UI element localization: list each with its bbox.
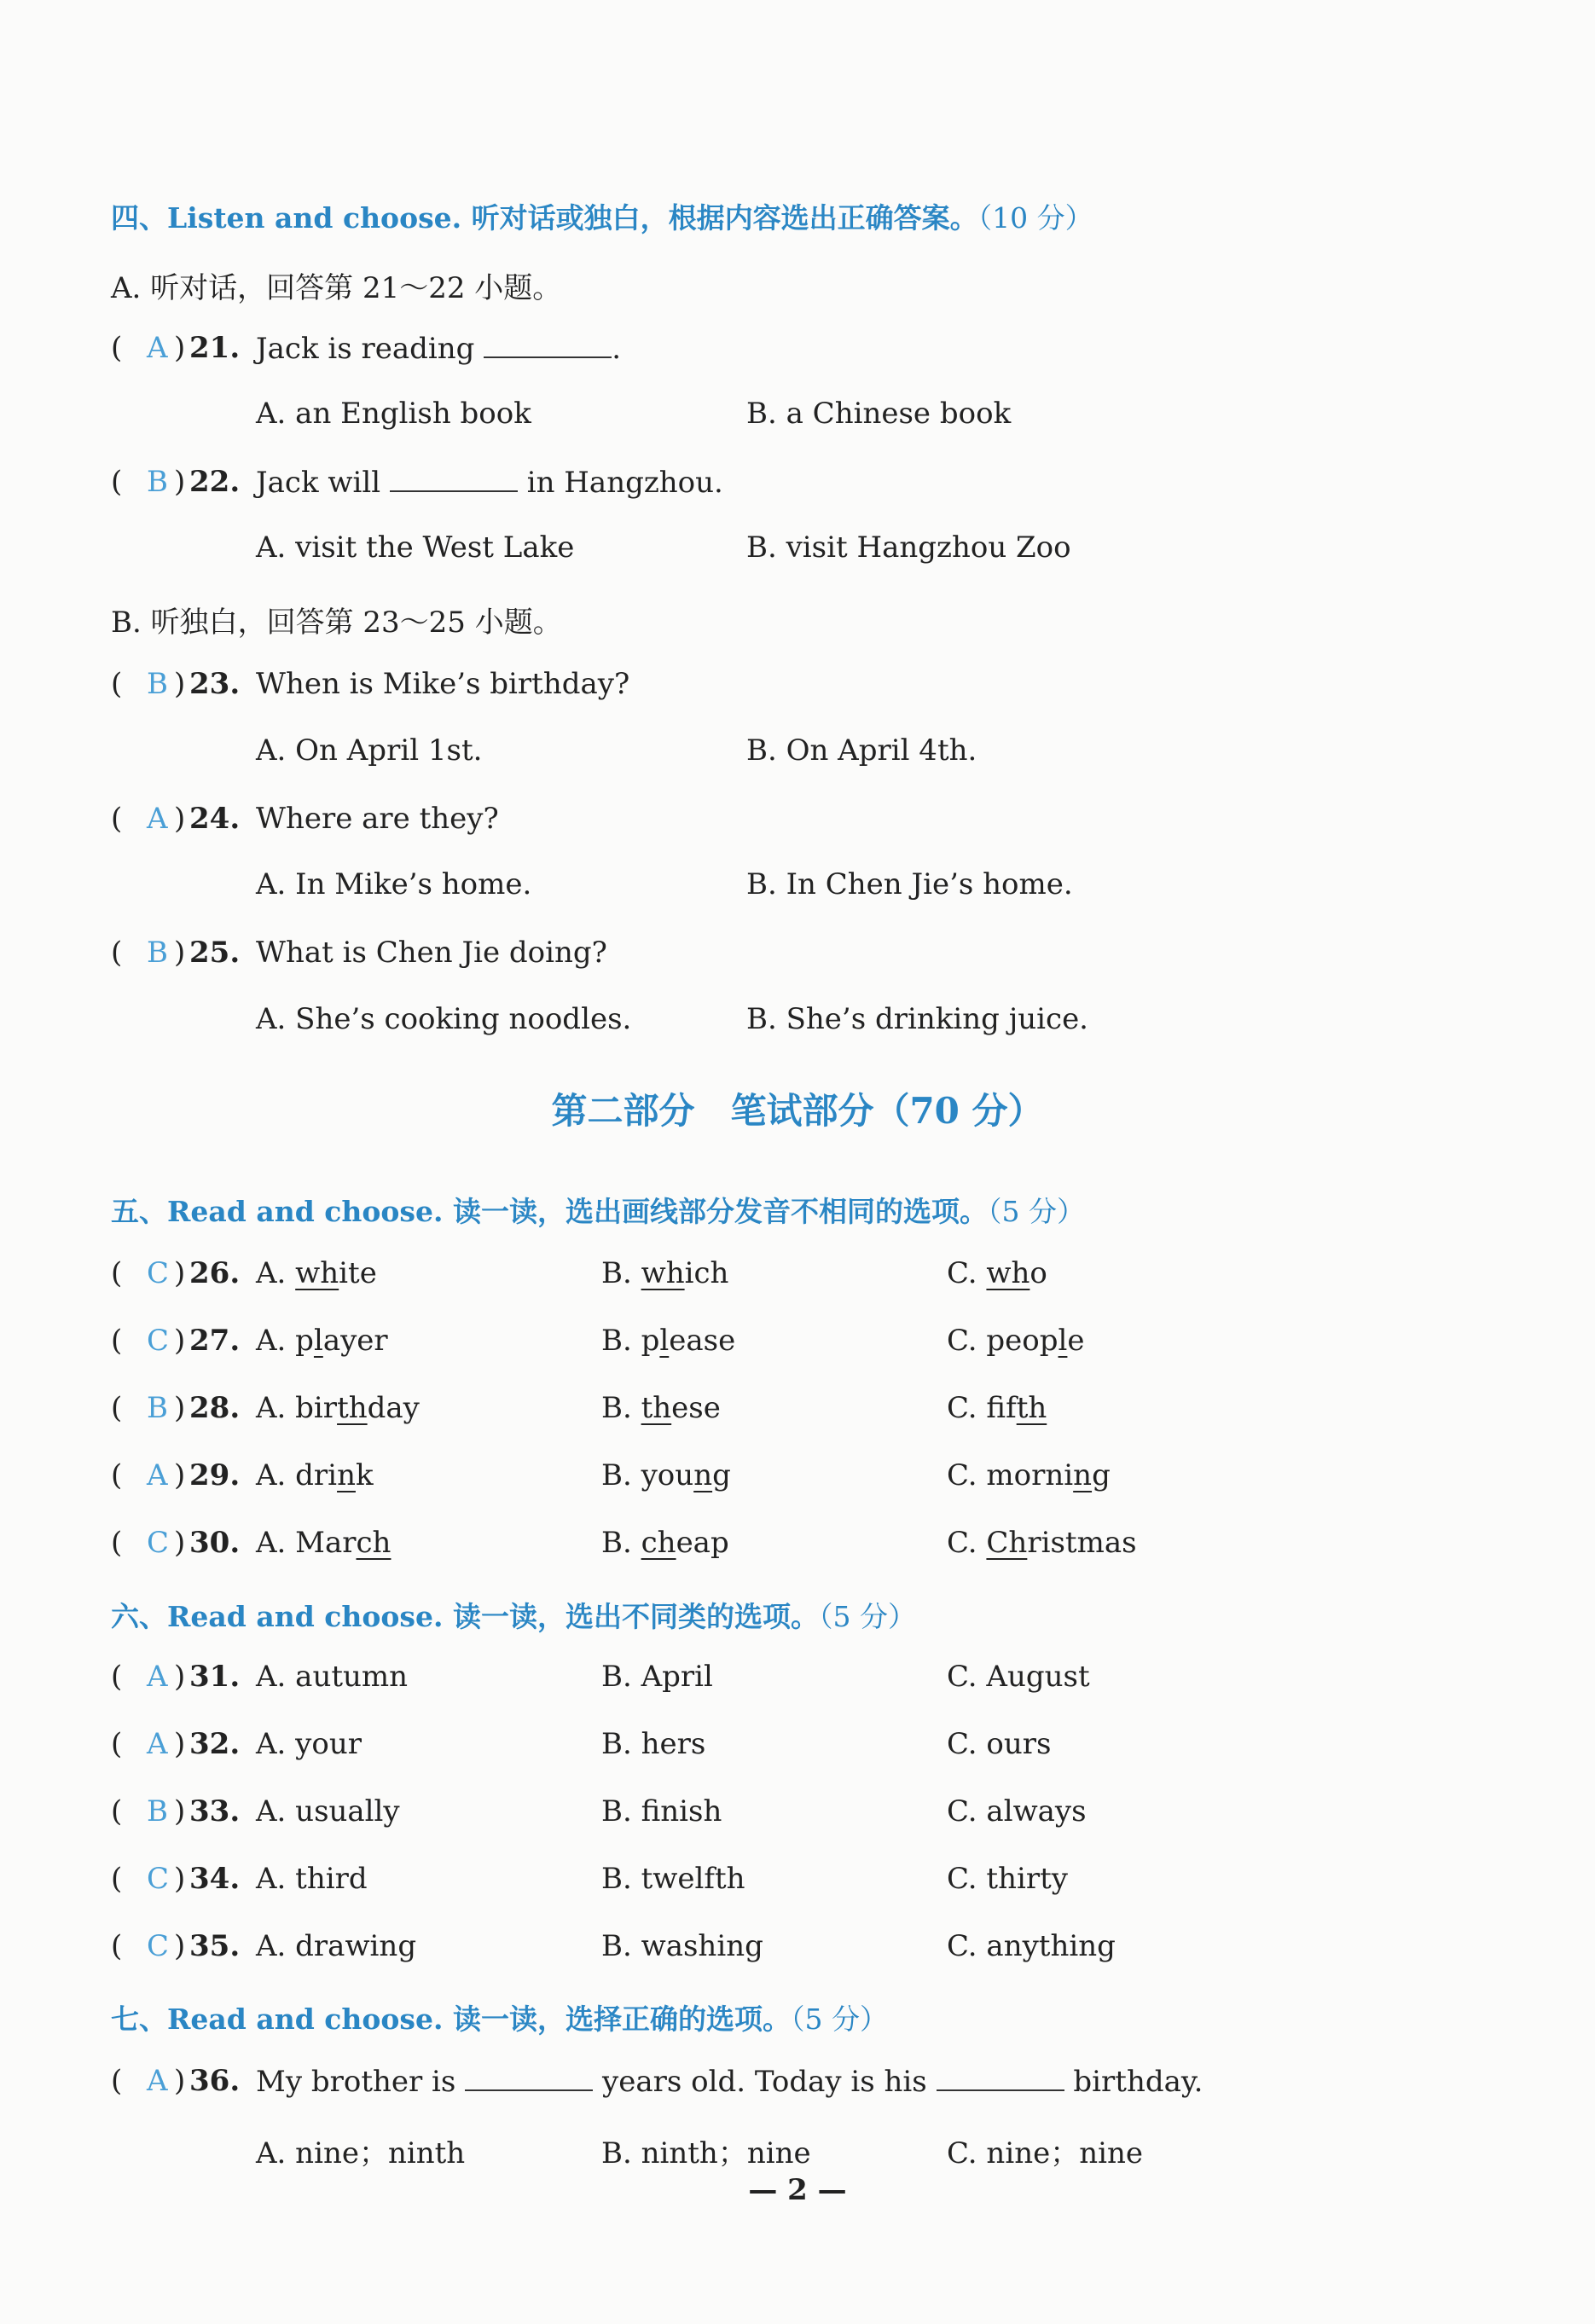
underlined-letters: n [693,1458,713,1492]
question-number: 27. [189,1324,241,1358]
underlined-letters: th [1016,1391,1047,1425]
question-number: 33. [189,1794,241,1828]
question-number: 36. [189,2064,241,2098]
answer: B [147,465,168,499]
question-number: 22. [189,465,241,499]
section-4-part-b: B. 听独白，回答第 23～25 小题。 [111,606,562,640]
question-number: 25. [189,936,241,970]
option-a: A. an English book [256,397,531,431]
section-7-points: （5 分） [790,2002,888,2036]
option-c: C. always [947,1794,1087,1828]
option-a: A. drink [256,1458,374,1492]
option-c: C. morning [947,1458,1111,1492]
underlined-letters: ch [356,1526,392,1560]
answer: B [147,1391,168,1425]
option-b: B. hers [601,1727,706,1761]
answer: A [147,1660,168,1694]
question-number: 34. [189,1862,241,1896]
question-text: What is Chen Jie doing? [256,936,607,970]
section-7-title: 七、Read and choose. 读一读，选择正确的选项。 [111,2002,791,2036]
question-number: 30. [189,1526,241,1560]
answer: C [147,1324,170,1358]
option-b: B. washing [601,1929,763,1963]
underlined-letters: wh [986,1256,1030,1290]
option-a: A. birthday [256,1391,420,1425]
answer-blank [484,331,612,358]
option-a: A. third [256,1862,368,1896]
option-c: C. Christmas [947,1526,1137,1560]
answer: A [147,1458,168,1492]
option-a: A. white [256,1256,377,1290]
option-c: C. thirty [947,1862,1068,1896]
underlined-letters: th [337,1391,368,1425]
option-a: A. usually [256,1794,400,1828]
question-text: My brother is years old. Today is his birthday. [256,2065,1204,2099]
answer: A [147,1727,168,1761]
option-b: B. which [601,1256,729,1290]
question-text: Where are they? [256,802,499,836]
answer: B [147,1794,168,1828]
question-text: Jack will in Hangzhou. [256,466,723,500]
option-a: A. March [256,1526,392,1560]
underlined-letters: ch [641,1526,676,1560]
option-a: A. autumn [256,1660,409,1694]
option-b: B. young [601,1458,731,1492]
option-a: A. drawing [256,1929,417,1963]
underlined-letters: n [1073,1458,1093,1492]
section-6-heading [111,1595,916,1635]
answer: B [147,936,168,970]
underlined-letters: th [641,1391,672,1425]
underlined-letters: wh [295,1256,339,1290]
option-a: A. On April 1st. [256,733,483,768]
question-number: 24. [189,802,241,836]
option-b: B. a Chinese book [746,397,1012,431]
option-c: C. anything [947,1929,1116,1963]
option-b: B. twelfth [601,1862,745,1896]
option-b: B. On April 4th. [746,733,977,768]
section-6-points: （5 分） [818,1600,916,1633]
option-a: A. player [256,1324,388,1358]
section-4-heading [111,196,1093,236]
question-number: 32. [189,1727,241,1761]
question-number: 31. [189,1660,241,1694]
page-number: — 2 — [748,2173,847,2207]
section-6-title: 六、Read and choose. 读一读，选出不同类的选项。 [111,1600,819,1633]
answer: A [147,2064,168,2098]
question-number: 26. [189,1256,241,1290]
question-number: 23. [189,667,241,701]
answer: B [147,667,168,701]
question-number: 35. [189,1929,241,1963]
option-b: B. please [601,1324,736,1358]
answer-blank [937,2064,1064,2091]
answer: C [147,1929,170,1963]
option-c: C. nine；nine [947,2136,1143,2170]
answer: A [147,802,168,836]
question-text: Jack is reading . [256,332,622,366]
answer-blank [465,2064,593,2091]
part-2-title: 第二部分 笔试部分（70 分） [551,1090,1044,1132]
answer: C [147,1862,170,1896]
section-5-points: （5 分） [987,1195,1085,1228]
option-a: A. In Mike’s home. [256,867,532,901]
option-b: B. She’s drinking juice. [746,1002,1088,1036]
option-b: B. these [601,1391,721,1425]
underlined-letters: l [659,1324,670,1358]
option-a: A. your [256,1727,362,1761]
section-4-part-a: A. 听对话，回答第 21～22 小题。 [111,271,562,305]
option-c: C. fifth [947,1391,1047,1425]
underlined-letters: l [313,1324,323,1358]
option-b: B. finish [601,1794,722,1828]
option-b: B. cheap [601,1526,729,1560]
option-b: B. ninth；nine [601,2136,811,2170]
option-a: A. She’s cooking noodles. [256,1002,632,1036]
option-a: A. nine；ninth [256,2136,466,2170]
underlined-letters: Ch [986,1526,1028,1560]
option-c: C. who [947,1256,1047,1290]
answer: C [147,1256,170,1290]
section-5-heading [111,1190,1085,1230]
option-b: B. In Chen Jie’s home. [746,867,1073,901]
option-c: C. August [947,1660,1090,1694]
option-a: A. visit the West Lake [256,530,575,565]
underlined-letters: l [1058,1324,1068,1358]
answer-blank [390,465,518,492]
option-b: B. visit Hangzhou Zoo [746,530,1071,565]
answer: C [147,1526,170,1560]
option-c: C. people [947,1324,1085,1358]
section-4-title: 四、Listen and choose. 听对话或独白，根据内容选出正确答案。 [111,201,978,235]
answer: A [147,331,168,365]
underlined-letters: wh [641,1256,685,1290]
section-7-heading [111,1997,888,2037]
question-number: 28. [189,1391,241,1425]
option-b: B. April [601,1660,713,1694]
option-c: C. ours [947,1727,1052,1761]
underlined-letters: n [337,1458,356,1492]
section-4-points: （10 分） [977,201,1093,235]
section-5-title: 五、Read and choose. 读一读，选出画线部分发音不相同的选项。 [111,1195,988,1228]
question-number: 21. [189,331,241,365]
question-number: 29. [189,1458,241,1492]
question-text: When is Mike’s birthday? [256,667,630,701]
